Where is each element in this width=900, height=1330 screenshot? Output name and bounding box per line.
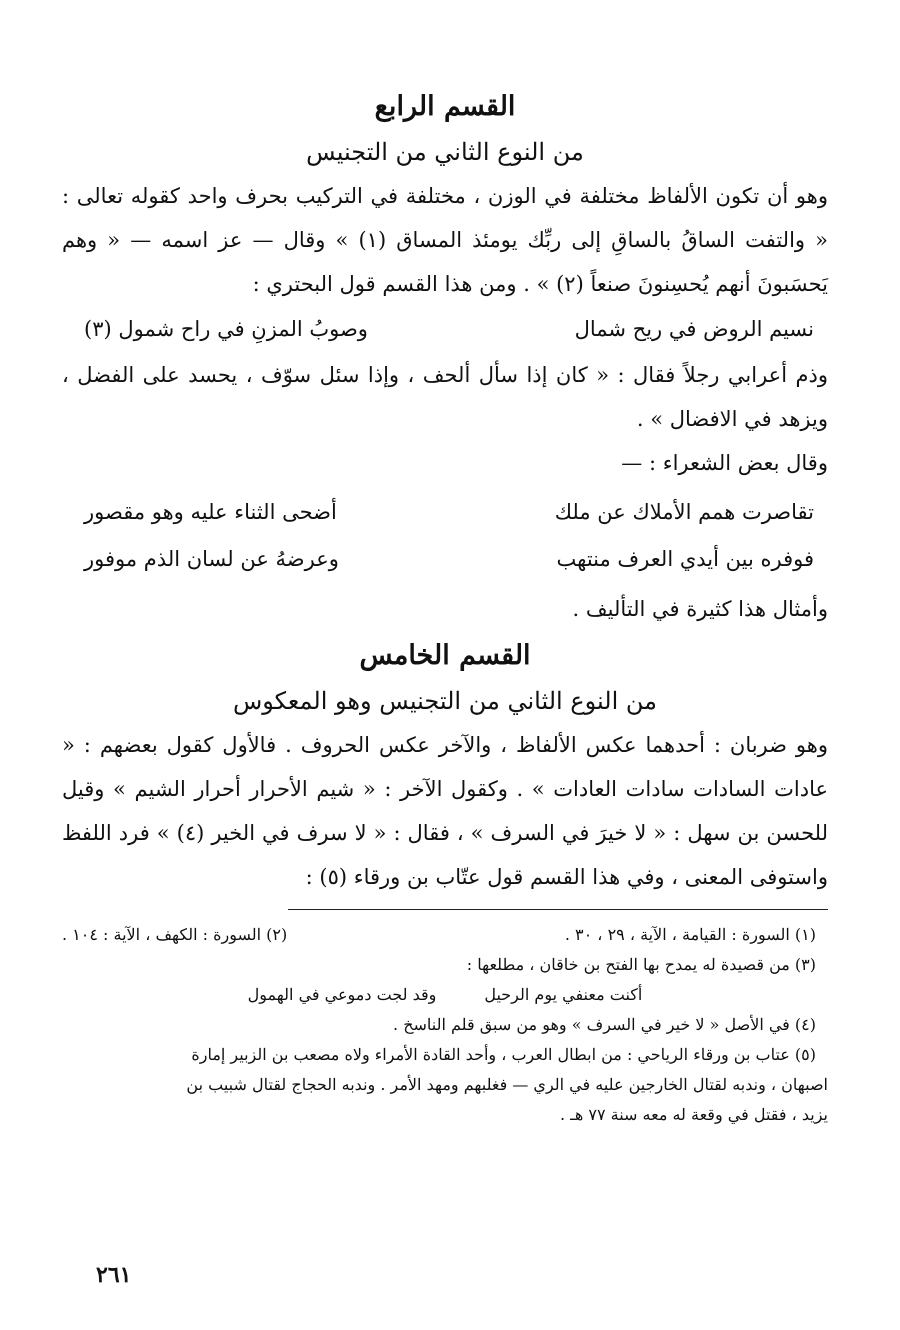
- section-4-paragraph-4: وأمثال هذا كثيرة في التأليف .: [572, 597, 828, 621]
- poem-verse-2: [62, 536, 828, 583]
- poem-verse-1: [62, 489, 828, 536]
- poem: [62, 489, 828, 583]
- footnote-5-line-1: (٥) عتاب بن ورقاء الرياحي : من ابطال العرب ، وأحد القادة الأمراء ولاه مصعب بن الزبير إمارة: [191, 1045, 816, 1064]
- footnote-3-verse: [62, 980, 828, 1010]
- section-4-paragraph-1: وهو أن تكون الألفاظ مختلفة في الوزن ، مختلفة في التركيب بحرف واحد كقوله تعالى : « والتفت الساقُ بالساقِ إلى ربِّك يومئذ المساق (١) » وقال — عز اسمه — « وهم يَحسَبونَ أنهم يُحسِنونَ صنعاً (٢) » . ومن هذا القسم قول البحتري :: [62, 184, 828, 296]
- verse-hemistich-right: فوفره بين أيدي العرف منتهب: [556, 547, 814, 571]
- footnote-4: (٤) في الأصل « لا خير في السرف » وهو من سبق قلم الناسخ .: [393, 1015, 816, 1034]
- footnote-1: (١) السورة : القيامة ، الآية ، ٢٩ ، ٣٠ .: [564, 925, 816, 944]
- verse-buhturi: [62, 306, 828, 353]
- footnote-verse-left: وقد لجت دموعي في الهمول: [247, 985, 437, 1004]
- footnote-5-line-2: اصبهان ، وندبه لقتال الخارجين عليه في الري — فغلبهم ومهد الأمر . وندبه الحجاج لقتال شبيب بن: [186, 1075, 828, 1094]
- footnote-row-1-2: [62, 920, 828, 950]
- section-5-title: القسم الخامس: [359, 640, 531, 671]
- verse-hemistich-left: وعرضهُ عن لسان الذم موفور: [84, 547, 339, 571]
- section-4-paragraph-3: وقال بعض الشعراء : —: [621, 451, 828, 475]
- verse-hemistich-right: نسيم الروض في ريح شمال: [574, 317, 814, 341]
- verse-hemistich-left: وصوبُ المزنِ في راح شمول (٣): [84, 317, 368, 341]
- verse-hemistich-right: تقاصرت همم الأملاك عن ملك: [554, 500, 814, 524]
- section-5-subtitle: من النوع الثاني من التجنيس وهو المعكوس: [232, 687, 657, 715]
- footnotes: [62, 920, 828, 1130]
- section-5-paragraph-1: وهو ضربان : أحدهما عكس الألفاظ ، والآخر عكس الحروف . فالأول كقول بعضهم : « عادات السادات سادات العادات » . وكقول الآخر : « شيم الأحرار أحرار الشيم » وقيل للحسن بن سهل : « لا خيرَ في السرف » ، فقال : « لا سرف في الخير (٤) » فرد اللفظ واستوفى المعنى ، وفي هذا القسم قول عتّاب بن ورقاء (٥) :: [62, 733, 828, 889]
- page-number: ٢٦١: [96, 1262, 132, 1288]
- footnote-divider: [288, 909, 828, 910]
- footnote-5-line-3: يزيد ، فقتل في وقعة له معه سنة ٧٧ هـ .: [559, 1105, 828, 1124]
- section-4-paragraph-2: وذم أعرابي رجلاً فقال : « كان إذا سأل ألحف ، وإذا سئل سوّف ، يحسد على الفضل ، ويزهد في الافضال » .: [62, 363, 828, 431]
- section-4-title: القسم الرابع: [374, 91, 516, 122]
- footnote-verse-right: أكنت معنفي يوم الرحيل: [484, 985, 643, 1004]
- section-4-subtitle: من النوع الثاني من التجنيس: [306, 138, 584, 166]
- footnote-3: (٣) من قصيدة له يمدح بها الفتح بن خاقان ، مطلعها :: [466, 955, 816, 974]
- verse-hemistich-left: أضحى الثناء عليه وهو مقصور: [84, 500, 337, 524]
- footnote-2: (٢) السورة : الكهف ، الآية : ١٠٤ .: [62, 925, 288, 944]
